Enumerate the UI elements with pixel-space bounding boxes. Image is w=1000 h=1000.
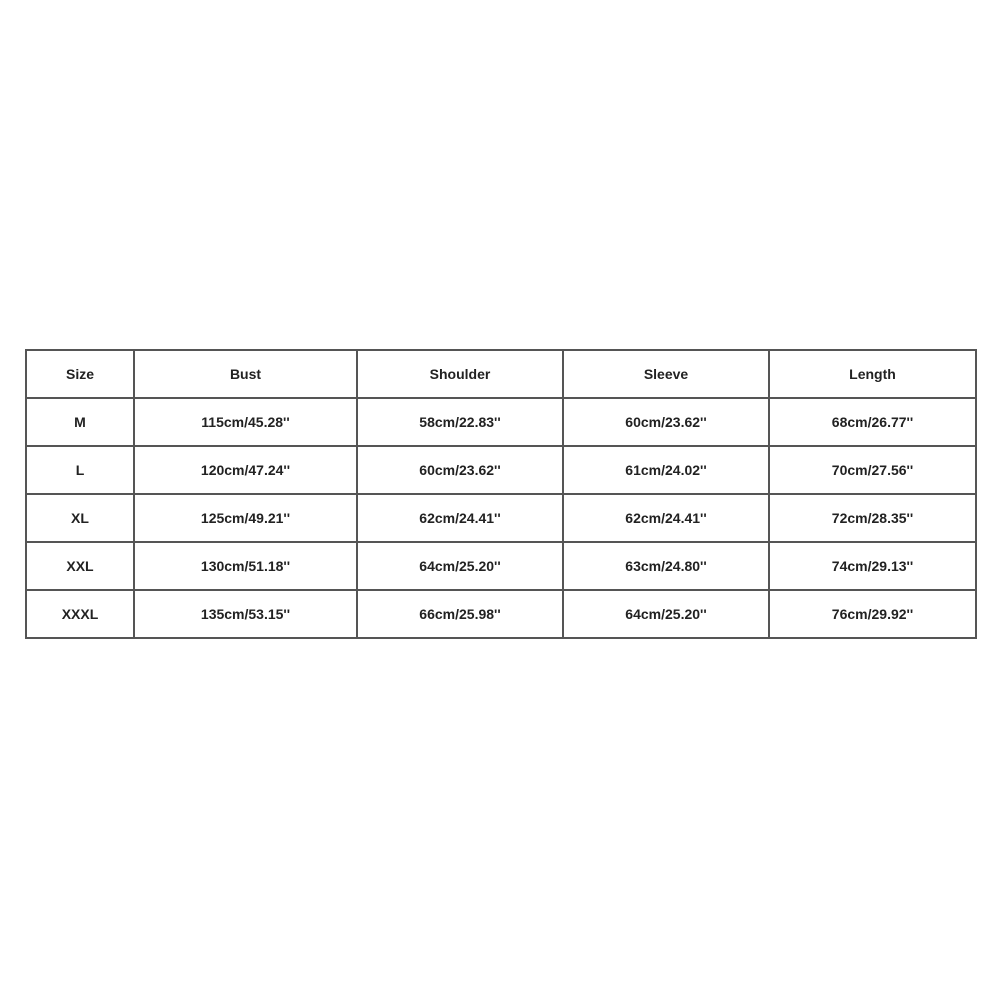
- cell-size: XXL: [26, 542, 134, 590]
- cell-sleeve: 64cm/25.20'': [563, 590, 769, 638]
- table-row: [26, 590, 976, 638]
- cell-length: 76cm/29.92'': [769, 590, 976, 638]
- header-bust: Bust: [134, 350, 357, 398]
- cell-shoulder: 60cm/23.62'': [357, 446, 563, 494]
- cell-sleeve: 62cm/24.41'': [563, 494, 769, 542]
- cell-bust: 125cm/49.21'': [134, 494, 357, 542]
- table-row: [26, 446, 976, 494]
- header-row: [26, 350, 976, 398]
- cell-length: 72cm/28.35'': [769, 494, 976, 542]
- size-chart-table: [25, 349, 977, 639]
- cell-sleeve: 63cm/24.80'': [563, 542, 769, 590]
- cell-length: 74cm/29.13'': [769, 542, 976, 590]
- cell-size: L: [26, 446, 134, 494]
- cell-bust: 135cm/53.15'': [134, 590, 357, 638]
- header-length: Length: [769, 350, 976, 398]
- header-sleeve: Sleeve: [563, 350, 769, 398]
- cell-bust: 130cm/51.18'': [134, 542, 357, 590]
- cell-size: XXXL: [26, 590, 134, 638]
- cell-size: XL: [26, 494, 134, 542]
- cell-shoulder: 62cm/24.41'': [357, 494, 563, 542]
- table-row: [26, 542, 976, 590]
- cell-shoulder: 58cm/22.83'': [357, 398, 563, 446]
- cell-shoulder: 64cm/25.20'': [357, 542, 563, 590]
- table-row: [26, 398, 976, 446]
- cell-size: M: [26, 398, 134, 446]
- header-shoulder: Shoulder: [357, 350, 563, 398]
- header-size: Size: [26, 350, 134, 398]
- cell-bust: 115cm/45.28'': [134, 398, 357, 446]
- cell-bust: 120cm/47.24'': [134, 446, 357, 494]
- cell-shoulder: 66cm/25.98'': [357, 590, 563, 638]
- cell-sleeve: 60cm/23.62'': [563, 398, 769, 446]
- cell-sleeve: 61cm/24.02'': [563, 446, 769, 494]
- cell-length: 68cm/26.77'': [769, 398, 976, 446]
- cell-length: 70cm/27.56'': [769, 446, 976, 494]
- table-row: [26, 494, 976, 542]
